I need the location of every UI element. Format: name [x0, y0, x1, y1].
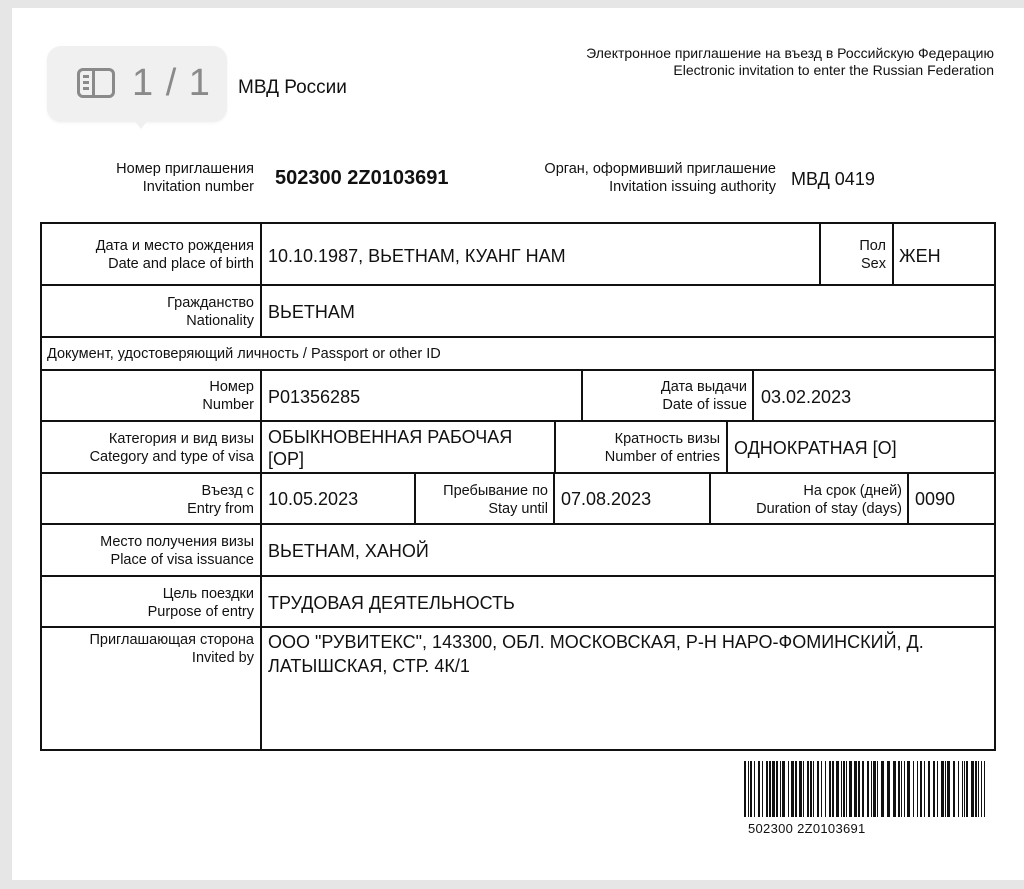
- entries-value: ОДНОКРАТНАЯ [О]: [734, 438, 897, 458]
- sidebar-panel-icon[interactable]: [77, 68, 115, 98]
- invitation-number-label-ru: Номер приглашения: [116, 161, 254, 177]
- stay-until-label-en: Stay until: [488, 501, 548, 517]
- invitation-number: 502300 2Z0103691: [275, 167, 449, 189]
- duration-value: 0090: [915, 489, 956, 509]
- doc-number-label-en: Number: [202, 397, 254, 413]
- page-indicator: 1 / 1: [132, 62, 211, 104]
- stay-until-label-ru: Пребывание по: [443, 483, 548, 499]
- sex-value: ЖЕН: [899, 246, 941, 266]
- nationality-value: ВЬЕТНАМ: [268, 302, 355, 322]
- entry-from-value: 10.05.2023: [268, 489, 359, 509]
- birth-label-en: Date and place of birth: [108, 256, 254, 272]
- duration-label-ru: На срок (дней): [803, 483, 902, 499]
- issue-date-label-en: Date of issue: [662, 397, 747, 413]
- sex-label-ru: Пол: [859, 238, 886, 254]
- issue-date-label-ru: Дата выдачи: [660, 379, 747, 395]
- authority-label-en: Invitation issuing authority: [609, 179, 776, 195]
- title-en: Electronic invitation to enter the Russian Federation: [673, 62, 994, 78]
- purpose-label-en: Purpose of entry: [147, 604, 254, 620]
- issuance-place-label-en: Place of visa issuance: [110, 552, 254, 568]
- doc-number-value: P01356285: [268, 387, 361, 407]
- inviter-value-line2: ЛАТЫШСКАЯ, СТР. 4К/1: [268, 656, 470, 676]
- nationality-label-ru: Гражданство: [167, 295, 254, 311]
- inviter-value-line1: ООО "РУВИТЕКС", 143300, ОБЛ. МОСКОВСКАЯ, Р-Н НАРО-ФОМИНСКИЙ, Д.: [268, 632, 924, 652]
- title-ru: Электронное приглашение на въезд в Российскую Федерацию: [586, 45, 994, 61]
- visa-category-label-ru: Категория и вид визы: [108, 431, 254, 447]
- authority-label-ru: Орган, оформивший приглашение: [544, 161, 776, 177]
- birth-label-ru: Дата и место рождения: [95, 238, 254, 254]
- duration-label-en: Duration of stay (days): [756, 501, 902, 517]
- badge-pointer: [134, 120, 148, 129]
- page-indicator-badge[interactable]: [47, 46, 227, 122]
- issuance-place-label-ru: Место получения визы: [100, 534, 254, 550]
- invitation-number-label-en: Invitation number: [142, 179, 254, 195]
- nationality-label-en: Nationality: [186, 313, 254, 329]
- entry-from-label-ru: Въезд с: [201, 483, 254, 499]
- issuance-place-value: ВЬЕТНАМ, ХАНОЙ: [268, 541, 429, 561]
- sex-label-en: Sex: [861, 256, 886, 272]
- entry-from-label-en: Entry from: [187, 501, 254, 517]
- visa-category-value-line2: [ОР]: [268, 449, 305, 469]
- inviter-label-en: Invited by: [191, 650, 254, 666]
- entries-label-en: Number of entries: [604, 449, 720, 465]
- doc-number-label-ru: Номер: [209, 379, 254, 395]
- document-heading: Документ, удостоверяющий личность / Passport or other ID: [47, 346, 441, 362]
- purpose-value: ТРУДОВАЯ ДЕЯТЕЛЬНОСТЬ: [268, 593, 515, 613]
- inviter-label-ru: Приглашающая сторона: [89, 632, 254, 648]
- barcode-text: 502300 2Z0103691: [748, 821, 866, 836]
- issue-date-value: 03.02.2023: [761, 387, 852, 407]
- org-name: МВД России: [238, 77, 347, 98]
- entries-label-ru: Кратность визы: [614, 431, 720, 447]
- stay-until-value: 07.08.2023: [561, 489, 652, 509]
- visa-category-label-en: Category and type of visa: [89, 449, 254, 465]
- purpose-label-ru: Цель поездки: [162, 586, 254, 602]
- birth-value: 10.10.1987, ВЬЕТНАМ, КУАНГ НАМ: [268, 246, 566, 266]
- barcode-image: [744, 761, 986, 817]
- authority-value: МВД 0419: [791, 169, 875, 189]
- visa-category-value-line1: ОБЫКНОВЕННАЯ РАБОЧАЯ: [268, 427, 513, 447]
